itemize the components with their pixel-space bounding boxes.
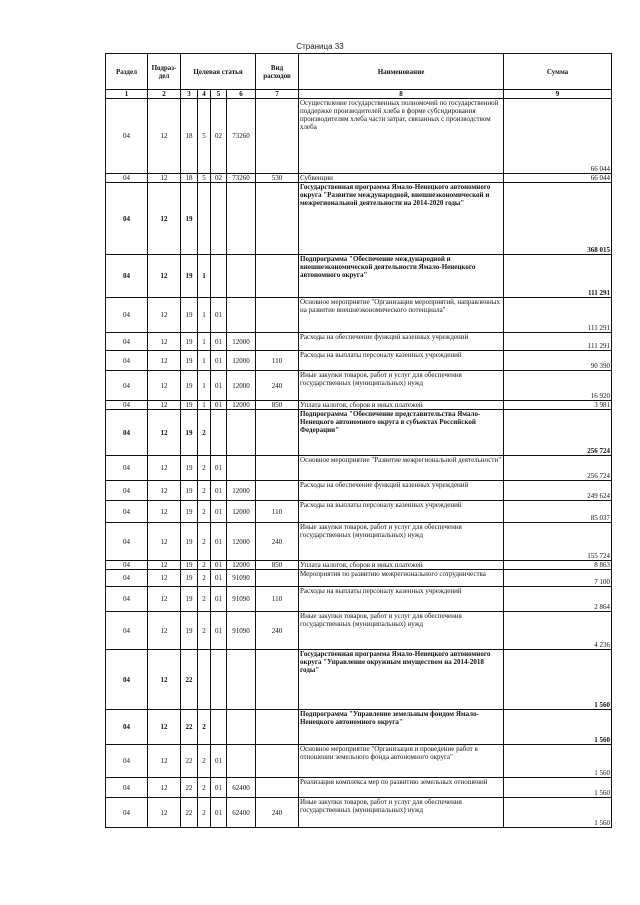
target-a-cell: 19 — [181, 371, 198, 401]
table-row — [106, 410, 612, 456]
target-a-cell: 22 — [181, 778, 198, 798]
target-b-cell: 2 — [198, 570, 211, 587]
target-c-cell: 01 — [211, 298, 227, 333]
table-body — [106, 99, 612, 828]
target-b-cell: 2 — [198, 612, 211, 650]
razdel-cell: 04 — [106, 99, 148, 174]
target-c-cell: 01 — [211, 523, 227, 561]
target-a-cell: 18 — [181, 174, 198, 183]
target-c-cell: 01 — [211, 401, 227, 410]
sum-cell: 1 560 — [504, 798, 612, 828]
target-b-cell: 1 — [198, 371, 211, 401]
table-row — [106, 745, 612, 778]
podrazdel-cell: 12 — [148, 501, 181, 523]
podrazdel-cell: 12 — [148, 561, 181, 570]
vid-cell: 110 — [256, 501, 299, 523]
vid-cell — [256, 183, 299, 255]
name-cell: Иные закупки товаров, работ и услуг для обеспечения государственных (муниципальных) нужд — [299, 798, 504, 828]
razdel-cell: 04 — [106, 456, 148, 481]
name-cell: Уплата налогов, сборов и иных платежей — [299, 561, 504, 570]
table-row — [106, 401, 612, 410]
podrazdel-cell: 12 — [148, 612, 181, 650]
podrazdel-cell: 12 — [148, 456, 181, 481]
name-cell: Основное мероприятие "Организация и проведение работ в отношении земельного фонда автономного округа" — [299, 745, 504, 778]
sum-cell: 111 291 — [504, 298, 612, 333]
razdel-cell: 04 — [106, 501, 148, 523]
vid-cell — [256, 778, 299, 798]
target-a-cell: 19 — [181, 410, 198, 456]
razdel-cell: 04 — [106, 481, 148, 501]
target-b-cell: 1 — [198, 401, 211, 410]
podrazdel-cell: 12 — [148, 570, 181, 587]
sum-cell: 111 291 — [504, 333, 612, 351]
vid-cell: 850 — [256, 401, 299, 410]
podrazdel-cell: 12 — [148, 351, 181, 371]
podrazdel-cell: 12 — [148, 183, 181, 255]
vid-cell — [256, 99, 299, 174]
target-d-cell: 12000 — [227, 523, 256, 561]
razdel-cell: 04 — [106, 587, 148, 612]
name-cell: Государственная программа Ямало-Ненецкого автономного округа "Управление окружным имуществом на 2014-2018 годы" — [299, 650, 504, 710]
target-c-cell — [211, 650, 227, 710]
razdel-cell: 04 — [106, 333, 148, 351]
target-d-cell: 12000 — [227, 351, 256, 371]
target-b-cell: 2 — [198, 587, 211, 612]
name-cell: Осуществление государственных полномочий по государственной поддержке производителей хлеба в форме субсидирования производителям хлеба части затрат, связанных с производством хлеба — [299, 99, 504, 174]
target-d-cell — [227, 410, 256, 456]
header-sum: Сумма — [504, 54, 612, 90]
target-b-cell: 5 — [198, 174, 211, 183]
target-c-cell: 01 — [211, 587, 227, 612]
razdel-cell: 04 — [106, 798, 148, 828]
name-cell: Подпрограмма "Обеспечение представительства Ямало-Ненецкого автономного округа в субъектах Российской Федерации" — [299, 410, 504, 456]
target-a-cell: 19 — [181, 255, 198, 298]
sum-cell: 4 236 — [504, 612, 612, 650]
target-d-cell — [227, 183, 256, 255]
target-b-cell — [198, 183, 211, 255]
razdel-cell: 04 — [106, 523, 148, 561]
name-cell: Мероприятия по развитию межрегионального сотрудничества — [299, 570, 504, 587]
target-b-cell: 2 — [198, 501, 211, 523]
podrazdel-cell: 12 — [148, 298, 181, 333]
target-a-cell: 19 — [181, 587, 198, 612]
razdel-cell: 04 — [106, 778, 148, 798]
col-number: 4 — [198, 90, 211, 99]
sum-cell: 256 724 — [504, 456, 612, 481]
vid-cell — [256, 333, 299, 351]
header-razdel: Раздел — [106, 54, 148, 90]
table-row — [106, 570, 612, 587]
target-d-cell: 91090 — [227, 570, 256, 587]
sum-cell: 8 863 — [504, 561, 612, 570]
table-row — [106, 174, 612, 183]
target-a-cell: 22 — [181, 650, 198, 710]
target-b-cell — [198, 650, 211, 710]
razdel-cell: 04 — [106, 255, 148, 298]
target-d-cell — [227, 710, 256, 745]
target-b-cell: 1 — [198, 298, 211, 333]
vid-cell — [256, 481, 299, 501]
sum-cell: 66 044 — [504, 99, 612, 174]
target-a-cell: 22 — [181, 745, 198, 778]
header-name: Наименование — [299, 54, 504, 90]
target-b-cell: 2 — [198, 710, 211, 745]
page-number-label: Страница 33 — [296, 42, 344, 51]
table-row — [106, 798, 612, 828]
target-d-cell: 12000 — [227, 501, 256, 523]
name-cell: Подпрограмма "Управление земельным фондом Ямало-Ненецкого автономного округа" — [299, 710, 504, 745]
sum-cell: 256 724 — [504, 410, 612, 456]
razdel-cell: 04 — [106, 745, 148, 778]
podrazdel-cell: 12 — [148, 333, 181, 351]
target-c-cell: 01 — [211, 561, 227, 570]
target-d-cell: 91090 — [227, 612, 256, 650]
target-d-cell: 12000 — [227, 371, 256, 401]
podrazdel-cell: 12 — [148, 99, 181, 174]
target-c-cell: 02 — [211, 99, 227, 174]
podrazdel-cell: 12 — [148, 710, 181, 745]
table-row — [106, 456, 612, 481]
target-a-cell: 22 — [181, 798, 198, 828]
name-cell: Основное мероприятие "Развитие межрегиональной деятельности" — [299, 456, 504, 481]
target-b-cell: 2 — [198, 523, 211, 561]
name-cell: Иные закупки товаров, работ и услуг для обеспечения государственных (муниципальных) нужд — [299, 371, 504, 401]
name-cell: Расходы на выплаты персоналу казенных учреждений — [299, 351, 504, 371]
sum-cell: 7 100 — [504, 570, 612, 587]
sum-cell: 90 390 — [504, 351, 612, 371]
sum-cell: 85 037 — [504, 501, 612, 523]
target-b-cell: 2 — [198, 410, 211, 456]
razdel-cell: 04 — [106, 351, 148, 371]
target-c-cell: 01 — [211, 481, 227, 501]
target-a-cell: 19 — [181, 612, 198, 650]
podrazdel-cell: 12 — [148, 371, 181, 401]
target-c-cell — [211, 183, 227, 255]
razdel-cell: 04 — [106, 401, 148, 410]
name-cell: Основное мероприятие "Организация мероприятий, направленных на развитие внешнеэкономического потенциала" — [299, 298, 504, 333]
target-d-cell — [227, 745, 256, 778]
col-number: 5 — [211, 90, 227, 99]
sum-cell: 3 981 — [504, 401, 612, 410]
vid-cell: 240 — [256, 523, 299, 561]
target-d-cell: 12000 — [227, 481, 256, 501]
name-cell: Реализация комплекса мер по развитию земельных отношений — [299, 778, 504, 798]
razdel-cell: 04 — [106, 570, 148, 587]
target-d-cell: 91090 — [227, 587, 256, 612]
target-d-cell — [227, 255, 256, 298]
vid-cell: 240 — [256, 798, 299, 828]
target-c-cell: 01 — [211, 778, 227, 798]
target-c-cell — [211, 255, 227, 298]
target-d-cell: 73260 — [227, 99, 256, 174]
podrazdel-cell: 12 — [148, 587, 181, 612]
razdel-cell: 04 — [106, 183, 148, 255]
header-row — [106, 54, 612, 90]
sum-cell: 16 920 — [504, 371, 612, 401]
razdel-cell: 04 — [106, 371, 148, 401]
target-a-cell: 19 — [181, 523, 198, 561]
vid-cell — [256, 456, 299, 481]
vid-cell: 850 — [256, 561, 299, 570]
table-row — [106, 481, 612, 501]
target-d-cell — [227, 298, 256, 333]
razdel-cell: 04 — [106, 650, 148, 710]
budget-table — [105, 53, 612, 828]
target-c-cell: 01 — [211, 351, 227, 371]
col-number: 2 — [148, 90, 181, 99]
target-d-cell — [227, 456, 256, 481]
col-number: 8 — [299, 90, 504, 99]
col-number: 7 — [256, 90, 299, 99]
table-row — [106, 523, 612, 561]
target-d-cell: 62400 — [227, 778, 256, 798]
vid-cell: 110 — [256, 587, 299, 612]
name-cell: Государственная программа Ямало-Ненецкого автономного округа "Развитие международной, внешнеэкономической и межрегиональной деятельности на 2014-2020 годы" — [299, 183, 504, 255]
vid-cell: 240 — [256, 612, 299, 650]
vid-cell — [256, 650, 299, 710]
target-c-cell — [211, 410, 227, 456]
razdel-cell: 04 — [106, 710, 148, 745]
target-b-cell: 2 — [198, 798, 211, 828]
col-number: 1 — [106, 90, 148, 99]
podrazdel-cell: 12 — [148, 650, 181, 710]
name-cell: Расходы на выплаты персоналу казенных учреждений — [299, 587, 504, 612]
name-cell: Иные закупки товаров, работ и услуг для обеспечения государственных (муниципальных) нужд — [299, 523, 504, 561]
table-row — [106, 612, 612, 650]
table-row — [106, 650, 612, 710]
target-c-cell: 02 — [211, 174, 227, 183]
target-a-cell: 19 — [181, 570, 198, 587]
sum-cell: 1 560 — [504, 745, 612, 778]
target-d-cell: 12000 — [227, 401, 256, 410]
table-row — [106, 501, 612, 523]
name-cell: Расходы на обеспечение функций казенных учреждений — [299, 333, 504, 351]
target-a-cell: 19 — [181, 333, 198, 351]
vid-cell — [256, 298, 299, 333]
podrazdel-cell: 12 — [148, 523, 181, 561]
target-d-cell: 62400 — [227, 798, 256, 828]
razdel-cell: 04 — [106, 410, 148, 456]
podrazdel-cell: 12 — [148, 798, 181, 828]
table-row — [106, 99, 612, 174]
col-number: 6 — [227, 90, 256, 99]
razdel-cell: 04 — [106, 612, 148, 650]
target-b-cell: 2 — [198, 481, 211, 501]
col-number: 9 — [504, 90, 612, 99]
table-row — [106, 298, 612, 333]
sum-cell: 2 864 — [504, 587, 612, 612]
podrazdel-cell: 12 — [148, 410, 181, 456]
target-c-cell: 01 — [211, 371, 227, 401]
table-row — [106, 710, 612, 745]
target-d-cell: 12000 — [227, 561, 256, 570]
table-row — [106, 587, 612, 612]
target-a-cell: 19 — [181, 456, 198, 481]
razdel-cell: 04 — [106, 298, 148, 333]
table-row — [106, 255, 612, 298]
target-c-cell: 01 — [211, 333, 227, 351]
sum-cell: 66 044 — [504, 174, 612, 183]
vid-cell: 110 — [256, 351, 299, 371]
target-b-cell: 1 — [198, 351, 211, 371]
target-c-cell: 01 — [211, 501, 227, 523]
target-c-cell: 01 — [211, 745, 227, 778]
name-cell: Субвенции — [299, 174, 504, 183]
razdel-cell: 04 — [106, 174, 148, 183]
table-row — [106, 778, 612, 798]
name-cell: Иные закупки товаров, работ и услуг для обеспечения государственных (муниципальных) нужд — [299, 612, 504, 650]
vid-cell — [256, 570, 299, 587]
razdel-cell: 04 — [106, 561, 148, 570]
header-vid: Вид расходов — [256, 54, 299, 90]
vid-cell: 240 — [256, 371, 299, 401]
target-b-cell: 2 — [198, 778, 211, 798]
name-cell: Расходы на обеспечение функций казенных учреждений — [299, 481, 504, 501]
name-cell: Подпрограмма "Обеспечение международной и внешнеэкономической деятельности Ямало-Ненецкого автономного округа" — [299, 255, 504, 298]
vid-cell — [256, 255, 299, 298]
target-a-cell: 19 — [181, 401, 198, 410]
podrazdel-cell: 12 — [148, 745, 181, 778]
target-d-cell — [227, 650, 256, 710]
sum-cell: 1 560 — [504, 778, 612, 798]
sum-cell: 1 560 — [504, 650, 612, 710]
podrazdel-cell: 12 — [148, 255, 181, 298]
vid-cell — [256, 410, 299, 456]
target-b-cell: 2 — [198, 745, 211, 778]
header-celevaya: Целевая статья — [181, 54, 256, 90]
target-b-cell: 2 — [198, 561, 211, 570]
sum-cell: 249 624 — [504, 481, 612, 501]
vid-cell — [256, 710, 299, 745]
target-d-cell: 73260 — [227, 174, 256, 183]
target-c-cell: 01 — [211, 798, 227, 828]
target-c-cell: 01 — [211, 456, 227, 481]
target-c-cell: 01 — [211, 570, 227, 587]
table-row — [106, 333, 612, 351]
vid-cell — [256, 745, 299, 778]
sum-cell: 368 015 — [504, 183, 612, 255]
col-number: 3 — [181, 90, 198, 99]
podrazdel-cell: 12 — [148, 401, 181, 410]
target-a-cell: 22 — [181, 710, 198, 745]
table-row — [106, 371, 612, 401]
sum-cell: 155 724 — [504, 523, 612, 561]
target-d-cell: 12000 — [227, 333, 256, 351]
target-a-cell: 19 — [181, 501, 198, 523]
table-row — [106, 561, 612, 570]
sum-cell: 1 560 — [504, 710, 612, 745]
target-c-cell — [211, 710, 227, 745]
header-podrazdel: Подраз-дел — [148, 54, 181, 90]
vid-cell: 530 — [256, 174, 299, 183]
podrazdel-cell: 12 — [148, 778, 181, 798]
target-a-cell: 19 — [181, 481, 198, 501]
target-c-cell: 01 — [211, 612, 227, 650]
target-a-cell: 18 — [181, 99, 198, 174]
podrazdel-cell: 12 — [148, 174, 181, 183]
target-a-cell: 19 — [181, 183, 198, 255]
column-number-row — [106, 90, 612, 99]
name-cell: Расходы на выплаты персоналу казенных учреждений — [299, 501, 504, 523]
target-b-cell: 1 — [198, 255, 211, 298]
sum-cell: 111 291 — [504, 255, 612, 298]
target-b-cell: 5 — [198, 99, 211, 174]
target-b-cell: 1 — [198, 333, 211, 351]
podrazdel-cell: 12 — [148, 481, 181, 501]
table-row — [106, 183, 612, 255]
target-a-cell: 19 — [181, 561, 198, 570]
name-cell: Уплата налогов, сборов и иных платежей — [299, 401, 504, 410]
target-a-cell: 19 — [181, 351, 198, 371]
table-row — [106, 351, 612, 371]
target-a-cell: 19 — [181, 298, 198, 333]
target-b-cell: 2 — [198, 456, 211, 481]
